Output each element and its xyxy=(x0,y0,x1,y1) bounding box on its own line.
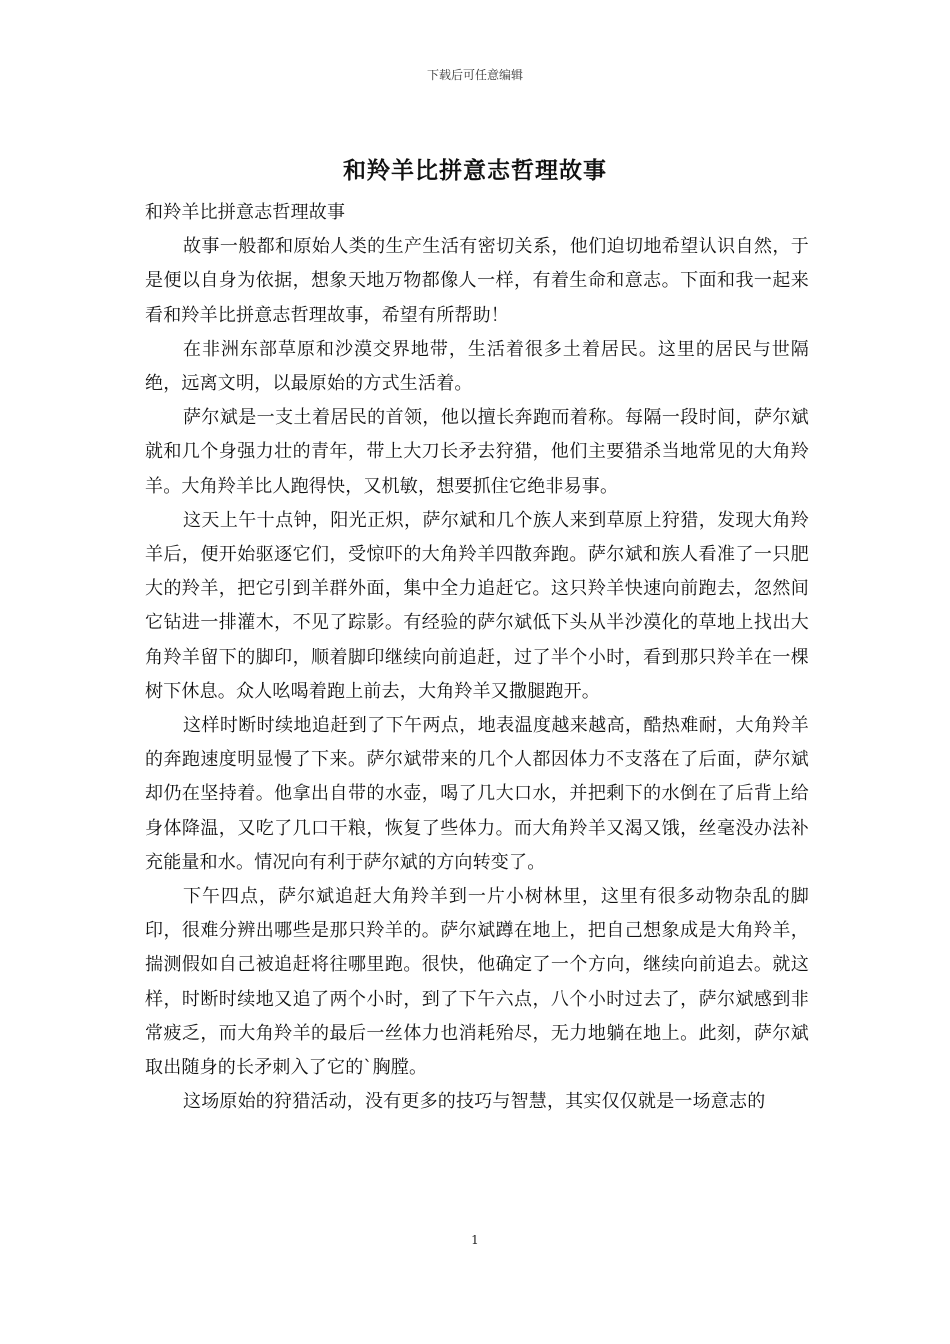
page-number: 1 xyxy=(471,1233,479,1247)
paragraph-1: 故事一般都和原始人类的生产生活有密切关系，他们迫切地希望认识自然，于是便以自身为依据，想象天地万物都像人一样，有着生命和意志。下面和我一起来看和羚羊比拼意志哲理故事，希望有所帮助！ xyxy=(145,236,809,326)
subtitle-line: 和羚羊比拼意志哲理故事 xyxy=(145,202,346,223)
paragraph-7: 这场原始的狩猎活动，没有更多的技巧与智慧，其实仅仅就是一场意志的 xyxy=(183,1091,766,1113)
document-title: 和羚羊比拼意志哲理故事 xyxy=(343,157,607,184)
header-note: 下载后可任意编辑 xyxy=(426,68,523,82)
paragraph-6: 下午四点，萨尔斌追赶大角羚羊到一片小树林里，这里有很多动物杂乱的脚印，很难分辨出哪些是那只羚羊的。萨尔斌蹲在地上，把自己想象成是大角羚羊，揣测假如自己被追赶将往哪里跑。很快，他确定了一个方向，继续向前追去。就这样，时断时续地又追了两个小时，到了下午六点，八个小时过去了，萨尔斌感到非常疲乏，而大角羚羊的最后一丝体力也消耗殆尽，无力地躺在地上。此刻，萨尔斌取出随身的长矛刺入了它的`胸膛。 xyxy=(145,886,809,1079)
document-body xyxy=(145,196,809,1119)
paragraph-3: 萨尔斌是一支土着居民的首领，他以擅长奔跑而着称。每隔一段时间，萨尔斌就和几个身强力壮的青年，带上大刀长矛去狩猎，他们主要猎杀当地常见的大角羚羊。大角羚羊比人跑得快，又机敏，想要抓住它绝非易事。 xyxy=(145,407,809,497)
paragraph-4: 这天上午十点钟，阳光正炽，萨尔斌和几个族人来到草原上狩猎，发现大角羚羊后，便开始驱逐它们，受惊吓的大角羚羊四散奔跑。萨尔斌和族人看准了一只肥大的羚羊，把它引到羊群外面，集中全力追赶它。这只羚羊快速向前跑去，忽然间它钻进一排灌木，不见了踪影。有经验的萨尔斌低下头从半沙漠化的草地上找出大角羚羊留下的脚印，顺着脚印继续向前追赶，过了半个小时，看到那只羚羊在一棵树下休息。众人吆喝着跑上前去，大角羚羊又撒腿跑开。 xyxy=(145,509,809,702)
paragraph-5: 这样时断时续地追赶到了下午两点，地表温度越来越高，酷热难耐，大角羚羊的奔跑速度明显慢了下来。萨尔斌带来的几个人都因体力不支落在了后面，萨尔斌却仍在坚持着。他拿出自带的水壶，喝了几大口水，并把剩下的水倒在了后背上给身体降温，又吃了几口干粮，恢复了些体力。而大角羚羊又渴又饿，丝毫没办法补充能量和水。情况向有利于萨尔斌的方向转变了。 xyxy=(145,715,809,873)
paragraph-2: 在非洲东部草原和沙漠交界地带，生活着很多土着居民。这里的居民与世隔绝，远离文明，以最原始的方式生活着。 xyxy=(145,338,809,395)
